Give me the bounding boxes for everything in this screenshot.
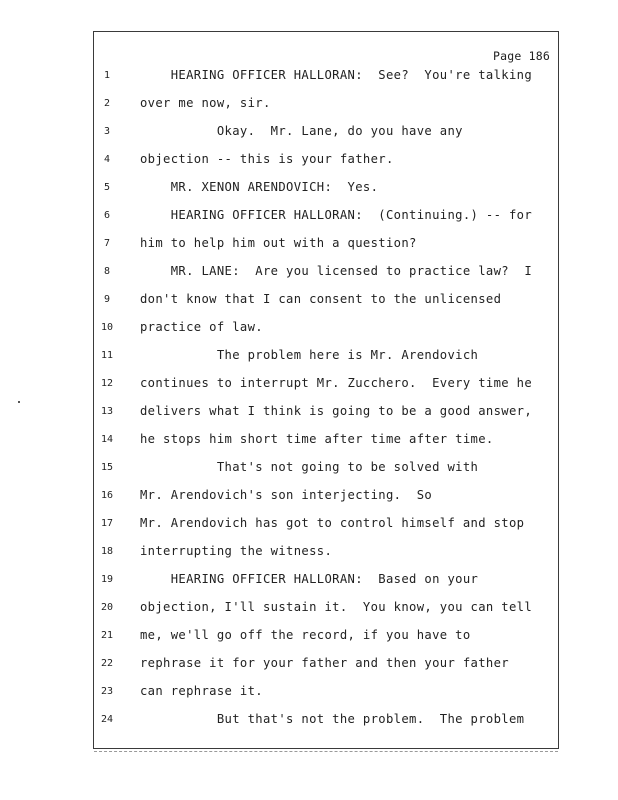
transcript-line [94,404,558,424]
line-number: 7 [103,238,111,249]
line-number: 4 [103,154,111,165]
transcript-line [94,712,558,732]
transcript-line [94,600,558,620]
line-number: 13 [100,406,114,417]
line-number: 10 [100,322,114,333]
transcript-line [94,68,558,88]
transcript-line [94,572,558,592]
transcript-line [94,544,558,564]
line-text: rephrase it for your father and then your father [140,656,509,670]
line-text: That's not going to be solved with [140,460,479,474]
line-text: HEARING OFFICER HALLORAN: Based on your [140,572,479,586]
line-text: Mr. Arendovich has got to control himself and stop [140,516,525,530]
transcript-line [94,236,558,256]
line-text: MR. XENON ARENDOVICH: Yes. [140,180,379,194]
line-text: HEARING OFFICER HALLORAN: See? You're talking [140,68,533,82]
transcript-line [94,684,558,704]
line-text: don't know that I can consent to the unlicensed [140,292,502,306]
transcript-line [94,432,558,452]
line-number: 15 [100,462,114,473]
line-number: 8 [103,266,111,277]
transcript-line [94,320,558,340]
transcript-line [94,460,558,480]
line-text: continues to interrupt Mr. Zucchero. Every time he [140,376,533,390]
line-text: Mr. Arendovich's son interjecting. So [140,488,433,502]
transcript-line [94,292,558,312]
line-number: 9 [103,294,111,305]
line-text: practice of law. [140,320,263,334]
line-number: 21 [100,630,114,641]
transcript-line [94,348,558,368]
transcript-line [94,656,558,676]
transcript-lines [94,32,558,748]
line-number: 23 [100,686,114,697]
line-number: 20 [100,602,114,613]
line-text: can rephrase it. [140,684,263,698]
line-number: 22 [100,658,114,669]
transcript-line [94,208,558,228]
line-text: HEARING OFFICER HALLORAN: (Continuing.) -- for [140,208,533,222]
line-text: over me now, sir. [140,96,271,110]
transcript-line [94,376,558,396]
line-number: 11 [100,350,114,361]
transcript-line [94,488,558,508]
line-number: 14 [100,434,114,445]
line-number: 18 [100,546,114,557]
line-text: delivers what I think is going to be a good answer, [140,404,533,418]
transcript-line [94,124,558,144]
line-text: me, we'll go off the record, if you have to [140,628,471,642]
line-number: 6 [103,210,111,221]
scan-speck [18,401,20,403]
line-number: 19 [100,574,114,585]
transcript-line [94,180,558,200]
transcript-page [93,31,559,749]
line-number: 2 [103,98,111,109]
transcript-line [94,96,558,116]
line-text: The problem here is Mr. Arendovich [140,348,479,362]
line-text: Okay. Mr. Lane, do you have any [140,124,463,138]
line-text: But that's not the problem. The problem [140,712,525,726]
transcript-line [94,516,558,536]
line-text: he stops him short time after time after time. [140,432,494,446]
line-number: 5 [103,182,111,193]
line-text: interrupting the witness. [140,544,333,558]
transcript-line [94,264,558,284]
line-text: him to help him out with a question? [140,236,417,250]
line-text: objection, I'll sustain it. You know, you can tell [140,600,533,614]
line-number: 16 [100,490,114,501]
line-number: 1 [103,70,111,81]
page-number: Page 186 [493,49,550,63]
line-number: 17 [100,518,114,529]
transcript-line [94,152,558,172]
line-text: MR. LANE: Are you licensed to practice law? I [140,264,533,278]
line-text: objection -- this is your father. [140,152,394,166]
line-number: 12 [100,378,114,389]
line-number: 3 [103,126,111,137]
line-number: 24 [100,714,114,725]
transcript-line [94,628,558,648]
